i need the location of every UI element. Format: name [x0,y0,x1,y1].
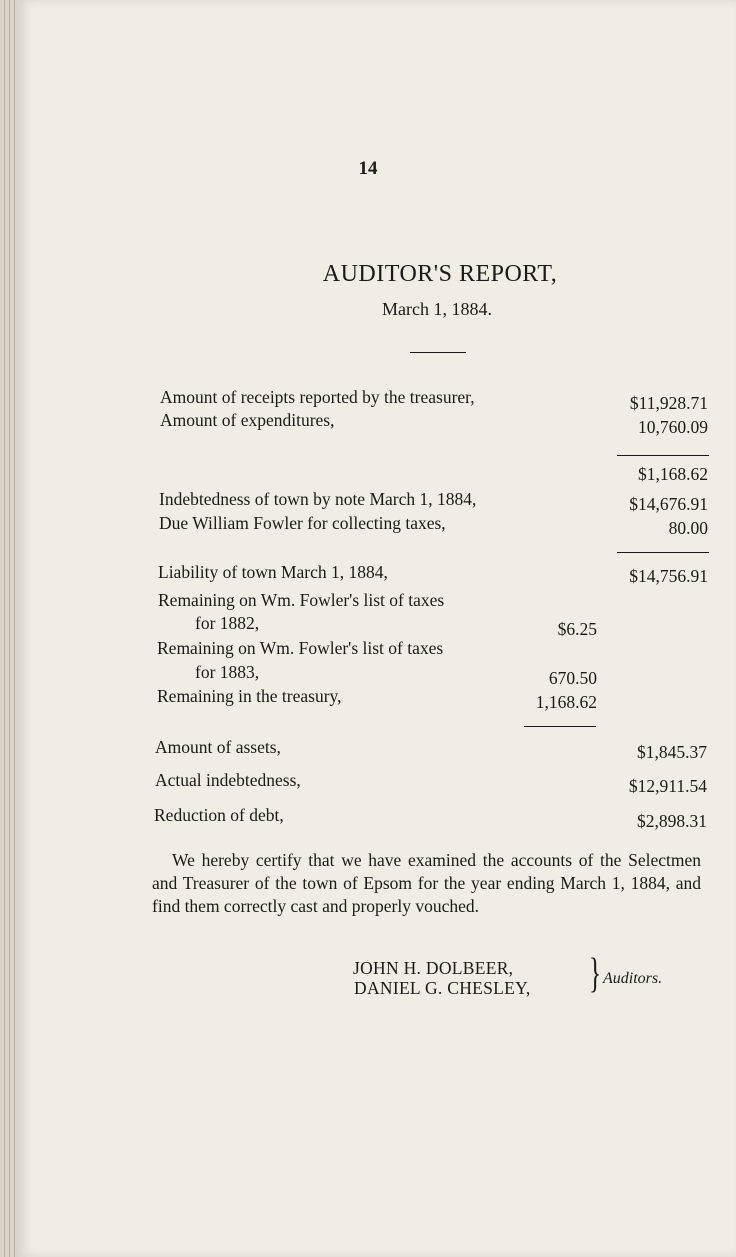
row-label: Amount of expenditures, [160,410,335,430]
summary-amount: $2,898.31 [637,811,707,831]
sum-rule [524,726,596,727]
asset-label: for 1883, [195,662,260,682]
asset-label: Remaining on Wm. Fowler's list of taxes [158,590,445,610]
row-label: Due William Fowler for collecting taxes, [159,513,446,533]
row-label: Indebtedness of town by note March 1, 1884, [159,489,477,509]
row-amount: 80.00 [668,518,708,538]
report-date: March 1, 1884. [382,299,492,319]
row-amount: $14,676.91 [629,494,708,514]
asset-amount: 1,168.62 [535,692,597,712]
page-edge [9,0,10,1257]
title-rule [410,352,466,353]
page-number: 14 [358,158,378,179]
summary-label: Amount of assets, [155,737,281,757]
signature-chesley: DANIEL G. CHESLEY, [354,978,531,998]
row-amount: $1,168.62 [638,464,708,484]
sum-rule [617,552,709,553]
report-title: AUDITOR'S REPORT, [322,261,558,287]
asset-label: for 1882, [195,613,260,633]
page [18,0,736,1257]
asset-label: Remaining in the treasury, [157,686,342,706]
asset-label: Remaining on Wm. Fowler's list of taxes [157,638,444,658]
row-amount: $14,756.91 [629,566,708,586]
asset-amount: 670.50 [548,668,597,688]
asset-amount: $6.25 [557,619,597,639]
row-amount: $11,928.71 [629,393,708,413]
auditors-role: Auditors. [603,970,663,987]
summary-amount: $1,845.37 [637,742,707,762]
summary-label: Reduction of debt, [154,805,284,825]
signature-dolbeer: JOHN H. DOLBEER, [353,958,514,978]
row-label: Amount of receipts reported by the treasurer, [160,387,475,407]
sum-rule [617,455,709,456]
row-amount: 10,760.09 [638,417,708,437]
signature-brace: } [589,951,602,997]
page-edge [14,0,15,1257]
row-label: Liability of town March 1, 1884, [158,562,388,582]
page-edge [4,0,5,1257]
summary-amount: $12,911.54 [628,776,707,796]
summary-label: Actual indebtedness, [155,770,301,790]
certification-paragraph: We hereby certify that we have examined the accounts of the Selectmen and Treasurer of the town of Epsom for the year ending March 1, 1884, and find them correctly cast and properly vouched. [152,850,701,916]
